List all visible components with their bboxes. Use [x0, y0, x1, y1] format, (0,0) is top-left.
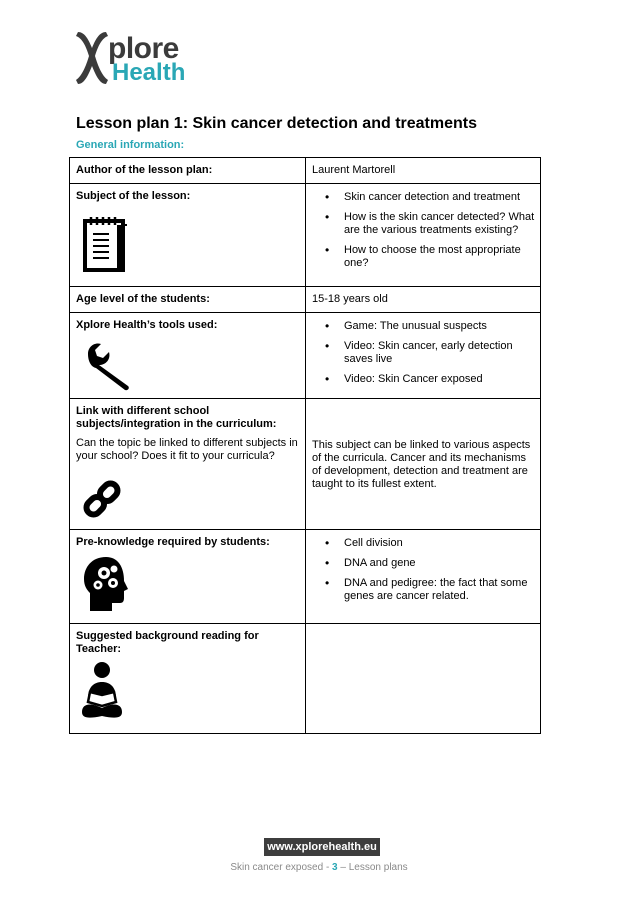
age-label-cell: [70, 287, 306, 313]
brain-gears-icon: [82, 555, 130, 613]
subject-label-cell: [70, 184, 306, 287]
logo-text-plore: plore: [108, 32, 179, 65]
list-item: • Video: Skin cancer, early detection saves live: [344, 340, 540, 366]
subject-list: [306, 184, 540, 270]
lesson-plan-table: [69, 157, 541, 734]
author-value-cell: [306, 158, 541, 184]
row-author: [70, 158, 541, 184]
list-item: • Cell division: [344, 537, 540, 550]
page-title: Lesson plan 1: Skin cancer detection and treatments: [76, 115, 477, 132]
subject-value-cell: [306, 184, 541, 287]
reading-value-cell: [306, 624, 541, 734]
chain-link-icon: [82, 479, 122, 519]
list-item: • How to choose the most appropriate one?: [344, 244, 540, 270]
list-item: • DNA and gene: [344, 557, 540, 570]
reading-label: Suggested background reading for Teacher:: [76, 630, 259, 655]
list-item: • DNA and pedigree: the fact that some genes are cancer related.: [344, 577, 540, 603]
list-item: • Skin cancer detection and treatment: [344, 191, 540, 204]
row-prek: [70, 530, 541, 624]
wrench-icon: [84, 342, 134, 392]
tools-value-cell: [306, 313, 541, 399]
reading-label-cell: [70, 624, 306, 734]
link-value: This subject can be linked to various aspects of the curricula. Cancer and its mechanisms of development, detection and treatment are taught to its fullest extent.: [312, 439, 531, 490]
row-age: [70, 287, 541, 313]
link-label-cell: [70, 399, 306, 530]
age-label: Age level of the students:: [76, 293, 210, 305]
author-label-cell: [70, 158, 306, 184]
footer-doc-title: Skin cancer exposed -: [230, 862, 333, 873]
xplore-health-logo: [74, 30, 194, 88]
row-link: [70, 399, 541, 530]
prek-value-cell: [306, 530, 541, 624]
notepad-icon: [82, 215, 128, 273]
prek-list: [306, 530, 540, 603]
list-item: • Video: Skin Cancer exposed: [344, 373, 540, 386]
footer-section: – Lesson plans: [337, 862, 408, 873]
link-label: Link with different school subjects/integration in the curriculum:: [76, 405, 277, 430]
website-url-badge[interactable]: www.xplorehealth.eu: [264, 838, 380, 856]
author-value: Laurent Martorell: [312, 164, 396, 176]
tools-list: [306, 313, 540, 386]
subject-label: Subject of the lesson:: [76, 190, 191, 202]
page-number: 3: [332, 862, 338, 873]
link-question: Can the topic be linked to different subjects in your school? Does it fit to your curricula?: [76, 437, 298, 462]
row-tools: [70, 313, 541, 399]
author-label: Author of the lesson plan:: [76, 164, 213, 176]
tools-label: Xplore Health’s tools used:: [76, 319, 218, 331]
logo-x-mark: [74, 30, 110, 86]
section-subtitle: General information:: [76, 139, 185, 151]
page-footer: [0, 862, 638, 873]
list-item: • Game: The unusual suspects: [344, 320, 540, 333]
age-value: 15-18 years old: [312, 293, 388, 305]
reading-value: [306, 624, 540, 634]
prek-label: Pre-knowledge required by students:: [76, 536, 270, 548]
reading-person-icon: [80, 662, 136, 720]
age-value-cell: [306, 287, 541, 313]
logo-text-health: Health: [112, 59, 186, 86]
list-item: • How is the skin cancer detected? What are the various treatments existing?: [344, 211, 540, 237]
prek-label-cell: [70, 530, 306, 624]
link-value-cell: [306, 399, 541, 530]
tools-label-cell: [70, 313, 306, 399]
row-subject: [70, 184, 541, 287]
row-reading: [70, 624, 541, 734]
